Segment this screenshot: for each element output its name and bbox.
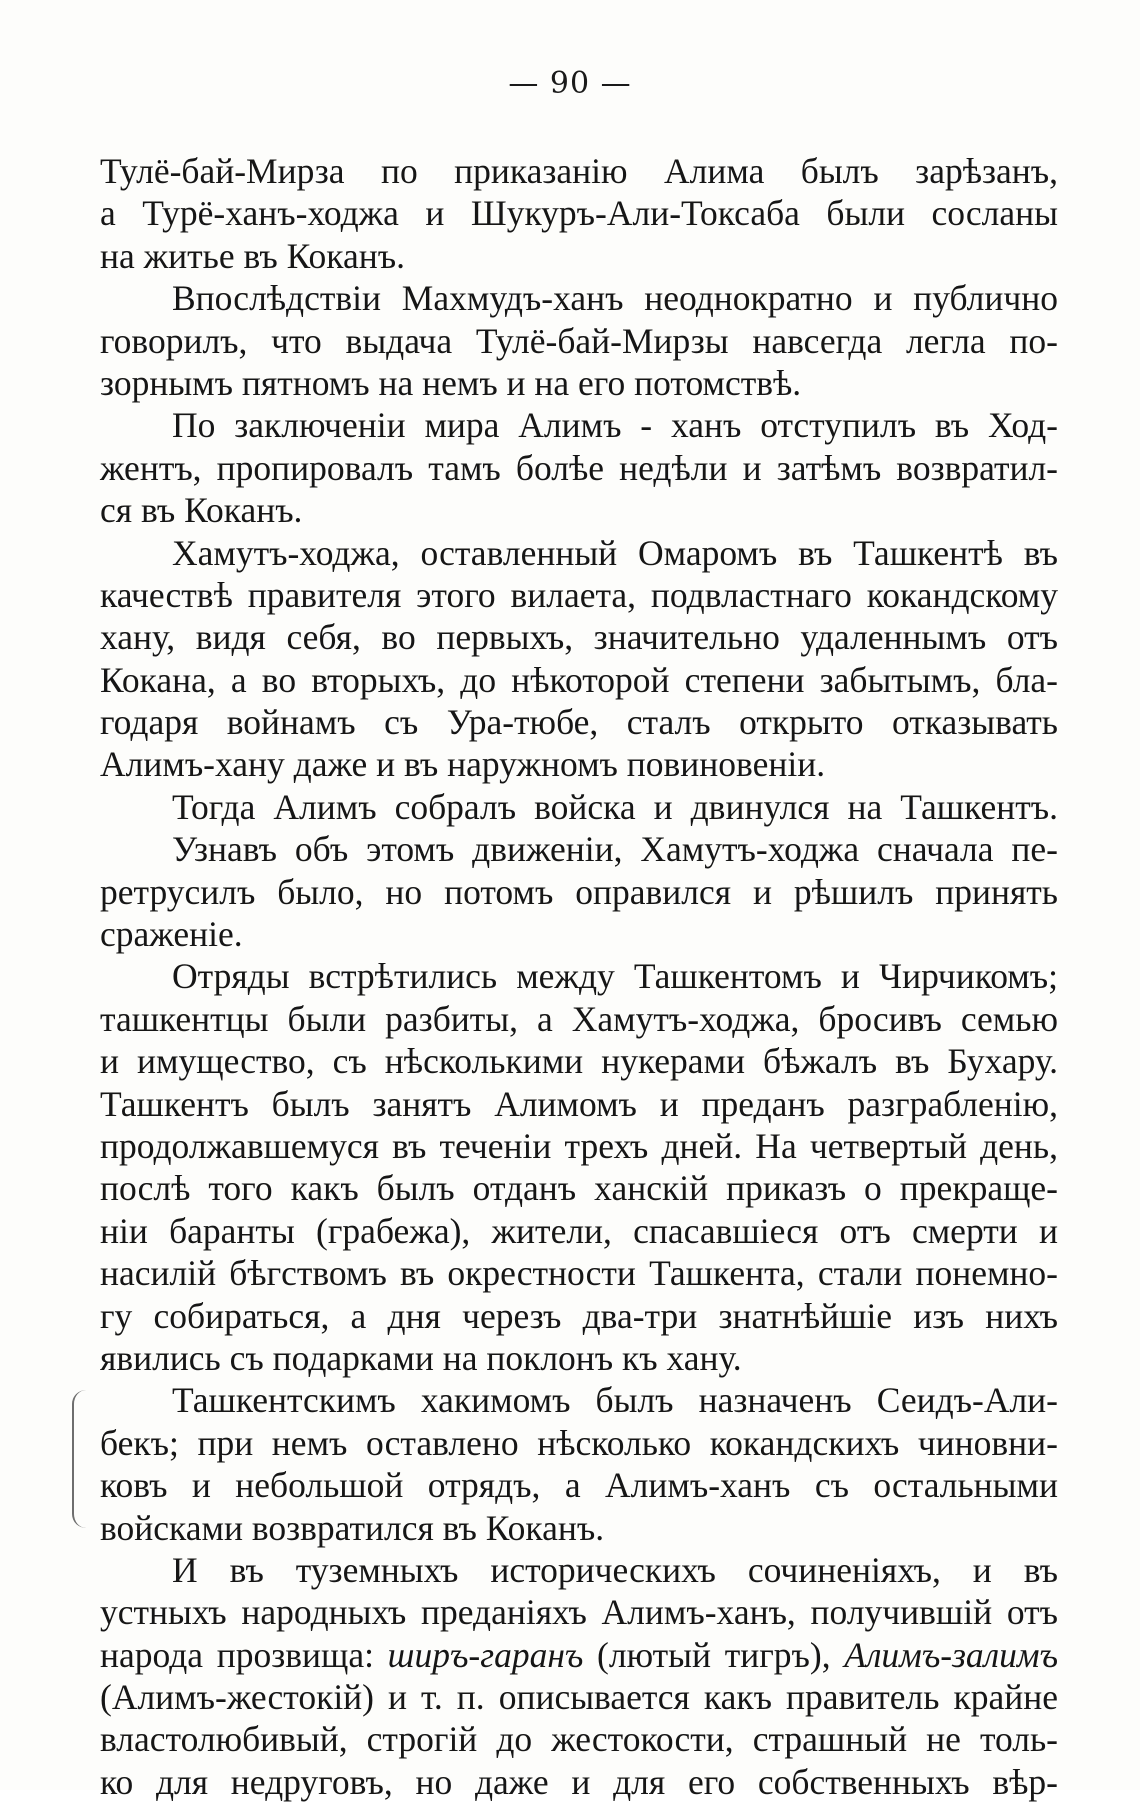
text-line: качествѣ правителя этого вилаета, подвластнаго кокандскому <box>100 574 1058 615</box>
margin-bracket <box>72 1390 88 1528</box>
text-line: говорилъ, что выдача Тулё-бай-Мирзы навсегда легла по- <box>100 320 1058 361</box>
text-line: войсками возвратился въ Коканъ. <box>100 1507 605 1548</box>
text-line: ковъ и небольшой отрядъ, а Алимъ-ханъ съ остальными <box>100 1465 1058 1506</box>
text-line: Впослѣдствіи Махмудъ-ханъ неоднократно и публично <box>172 278 1058 319</box>
page-body <box>100 150 1058 1803</box>
text-line: ташкентцы были разбиты, а Хамутъ-ходжа, бросивъ семью <box>100 998 1058 1039</box>
text-segment: (лютый тигръ), <box>597 1634 831 1675</box>
text-line: ретрусилъ было, но потомъ оправился и рѣшилъ принять <box>100 871 1058 912</box>
text-segment: народа прозвища: <box>100 1634 374 1675</box>
text-line: Ташкентскимъ хакимомъ былъ назначенъ Сеидъ-Али- <box>172 1380 1058 1421</box>
text-line: устныхъ народныхъ преданіяхъ Алимъ-ханъ, получившій отъ <box>100 1592 1058 1633</box>
text-line: Алимъ-хану даже и въ наружномъ повиновеніи. <box>100 744 826 785</box>
text-line: (Алимъ-жестокій) и т. п. описывается какъ правитель крайне <box>100 1677 1058 1718</box>
text-line: явились съ подарками на поклонъ къ хану. <box>100 1337 742 1378</box>
text-line: Отряды встрѣтились между Ташкентомъ и Чирчикомъ; <box>172 956 1058 997</box>
text-line: и имущество, съ нѣсколькими нукерами бѣжалъ въ Бухару. <box>100 1041 1058 1082</box>
text-line: хану, видя себя, во первыхъ, значительно удаленнымъ отъ <box>100 617 1058 658</box>
text-line: Тулё-бай-Мирза по приказанію Алима былъ зарѣзанъ, <box>100 151 1058 191</box>
text-line: По заключеніи мира Алимъ - ханъ отступилъ въ Ход- <box>172 405 1058 446</box>
text-line: гу собираться, а дня черезъ два-три знатнѣйшіе изъ нихъ <box>100 1295 1058 1336</box>
text-line: Ташкентъ былъ занятъ Алимомъ и преданъ разграбленію, <box>100 1083 1058 1124</box>
text-line: продолжавшемуся въ теченіи трехъ дней. На четвертый день, <box>100 1125 1058 1166</box>
italic-nickname: Алимъ-залимъ <box>844 1634 1058 1675</box>
text-line: сраженіе. <box>100 914 243 955</box>
text-line: бекъ; при немъ оставлено нѣсколько кокандскихъ чиновни- <box>100 1422 1058 1463</box>
text-line: ся въ Коканъ. <box>100 490 303 531</box>
text-line: И въ туземныхъ историческихъ сочиненіяхъ, и въ <box>172 1549 1058 1590</box>
text-line: насилій бѣгствомъ въ окрестности Ташкента, стали понемно- <box>100 1253 1058 1294</box>
text-line: Хамутъ-ходжа, оставленный Омаромъ въ Ташкентѣ въ <box>172 532 1058 573</box>
text-line: а Турё-ханъ-ходжа и Шукуръ-Али-Токсаба были сосланы <box>100 193 1058 234</box>
text-line: послѣ того какъ былъ отданъ ханскій приказъ о прекраще- <box>100 1168 1058 1209</box>
text-line: Тогда Алимъ собралъ войска и двинулся на Ташкентъ. <box>172 786 1058 827</box>
page-number: — 90 — <box>508 66 632 101</box>
text-line: жентъ, пропировалъ тамъ болѣе недѣли и затѣмъ возвратил- <box>100 447 1058 488</box>
italic-nickname: шиpъ-гаранъ <box>387 1634 584 1675</box>
text-line-mixed <box>100 1634 1058 1676</box>
text-line: властолюбивый, строгій до жестокости, страшный не толь- <box>100 1719 1058 1760</box>
text-line: на житье въ Коканъ. <box>100 235 405 276</box>
text-line: зорнымъ пятномъ на немъ и на его потомствѣ. <box>100 362 802 403</box>
text-line: ніи баранты (грабежа), жители, спасавшіеся отъ смерти и <box>100 1210 1058 1251</box>
text-line: Узнавъ объ этомъ движеніи, Хамутъ-ходжа сначала пе- <box>172 829 1058 870</box>
text-line: годаря войнамъ съ Ура-тюбе, сталъ открыто отказывать <box>100 702 1058 743</box>
text-line: ко для недруговъ, но даже и для его собственныхъ вѣр- <box>100 1761 1058 1802</box>
text-line: Кокана, а во вторыхъ, до нѣкоторой степени забытымъ, бла- <box>100 659 1058 700</box>
